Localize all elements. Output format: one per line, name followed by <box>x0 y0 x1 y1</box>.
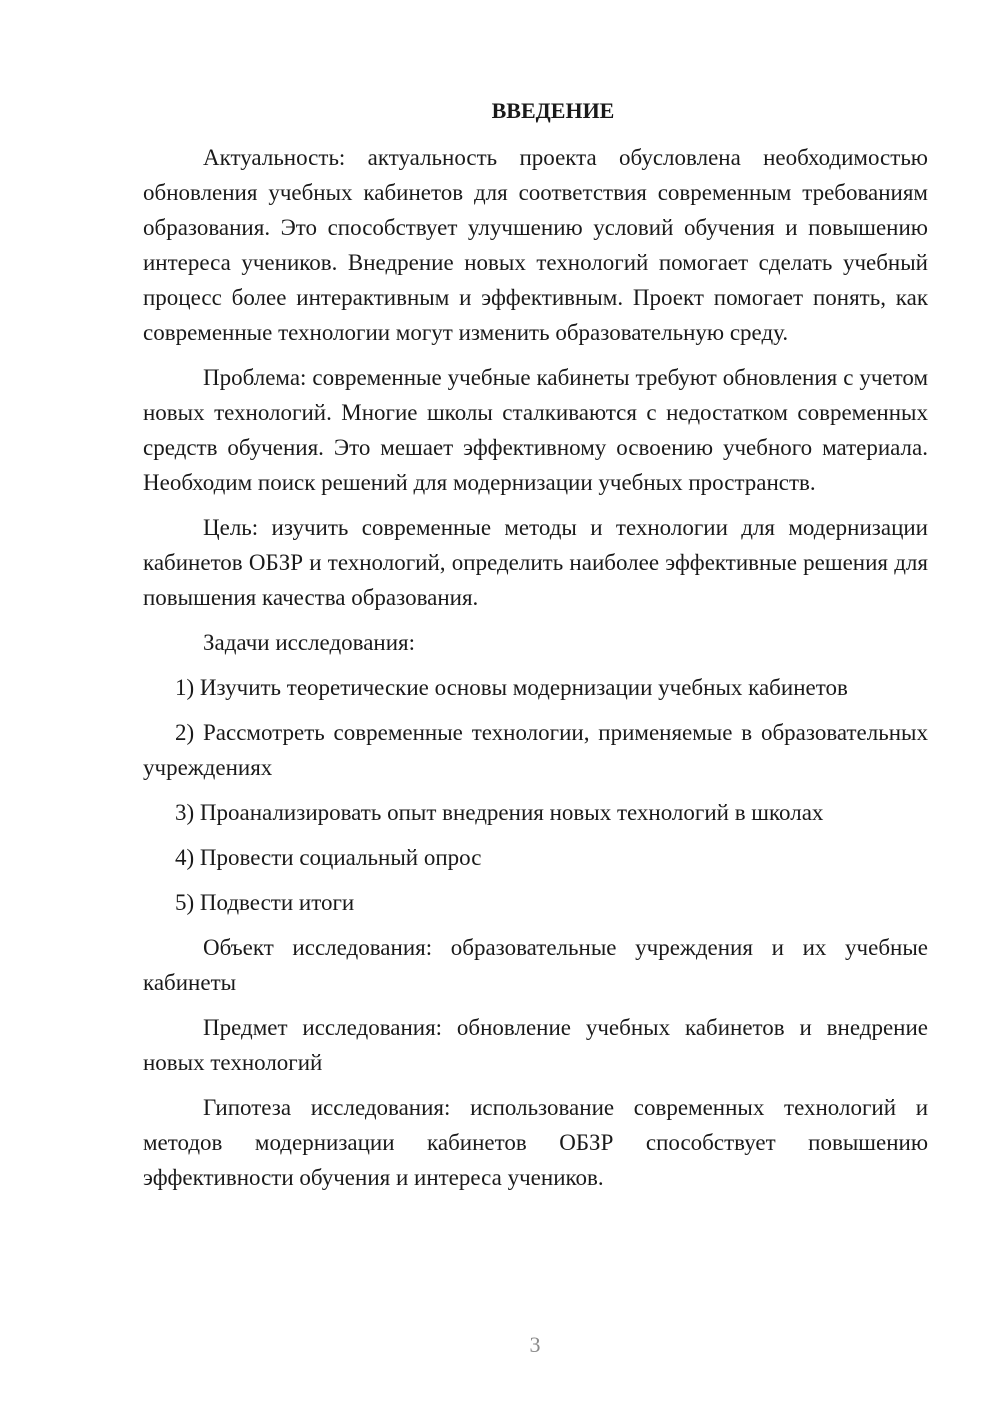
paragraph-tasks-heading: Задачи исследования: <box>203 630 416 655</box>
paragraph-relevance: Актуальность: актуальность проекта обусловлена необходимостью обновления учебных кабинетов для соответствия современным требованиям образования. Это способствует улучшению условий обучения и повышению интереса учеников. Внедрение новых технологий помогает сделать учебный процесс более интерактивным и эффективным. Проект помогает понять, как современные технологии могут изменить образовательную среду. <box>143 145 928 345</box>
paragraph-goal: Цель: изучить современные методы и технологии для модернизации кабинетов ОБЗР и технологий, определить наиболее эффективные решения для повышения качества образования. <box>143 515 928 610</box>
task-item: 2) Рассмотреть современные технологии, применяемые в образовательных учреждениях <box>143 720 928 780</box>
task-item: 3) Проанализировать опыт внедрения новых технологий в школах <box>175 800 824 825</box>
page-content <box>143 96 928 1205</box>
task-item: 5) Подвести итоги <box>175 890 355 915</box>
paragraph-problem: Проблема: современные учебные кабинеты требуют обновления с учетом новых технологий. Многие школы сталкиваются с недостатком современных средств обучения. Это мешает эффективному освоению учебного материала. Необходим поиск решений для модернизации учебных пространств. <box>143 365 928 495</box>
task-item: 4) Провести социальный опрос <box>175 845 482 870</box>
paragraph-subject: Предмет исследования: обновление учебных кабинетов и внедрение новых технологий <box>143 1015 928 1075</box>
paragraph-hypothesis: Гипотеза исследования: использование современных технологий и методов модернизации кабинетов ОБЗР способствует повышению эффективности обучения и интереса учеников. <box>143 1095 928 1190</box>
page-number: 3 <box>529 1332 541 1357</box>
page-title: ВВЕДЕНИЕ <box>491 98 615 123</box>
paragraph-object: Объект исследования: образовательные учреждения и их учебные кабинеты <box>143 935 928 995</box>
task-item: 1) Изучить теоретические основы модернизации учебных кабинетов <box>175 675 848 700</box>
